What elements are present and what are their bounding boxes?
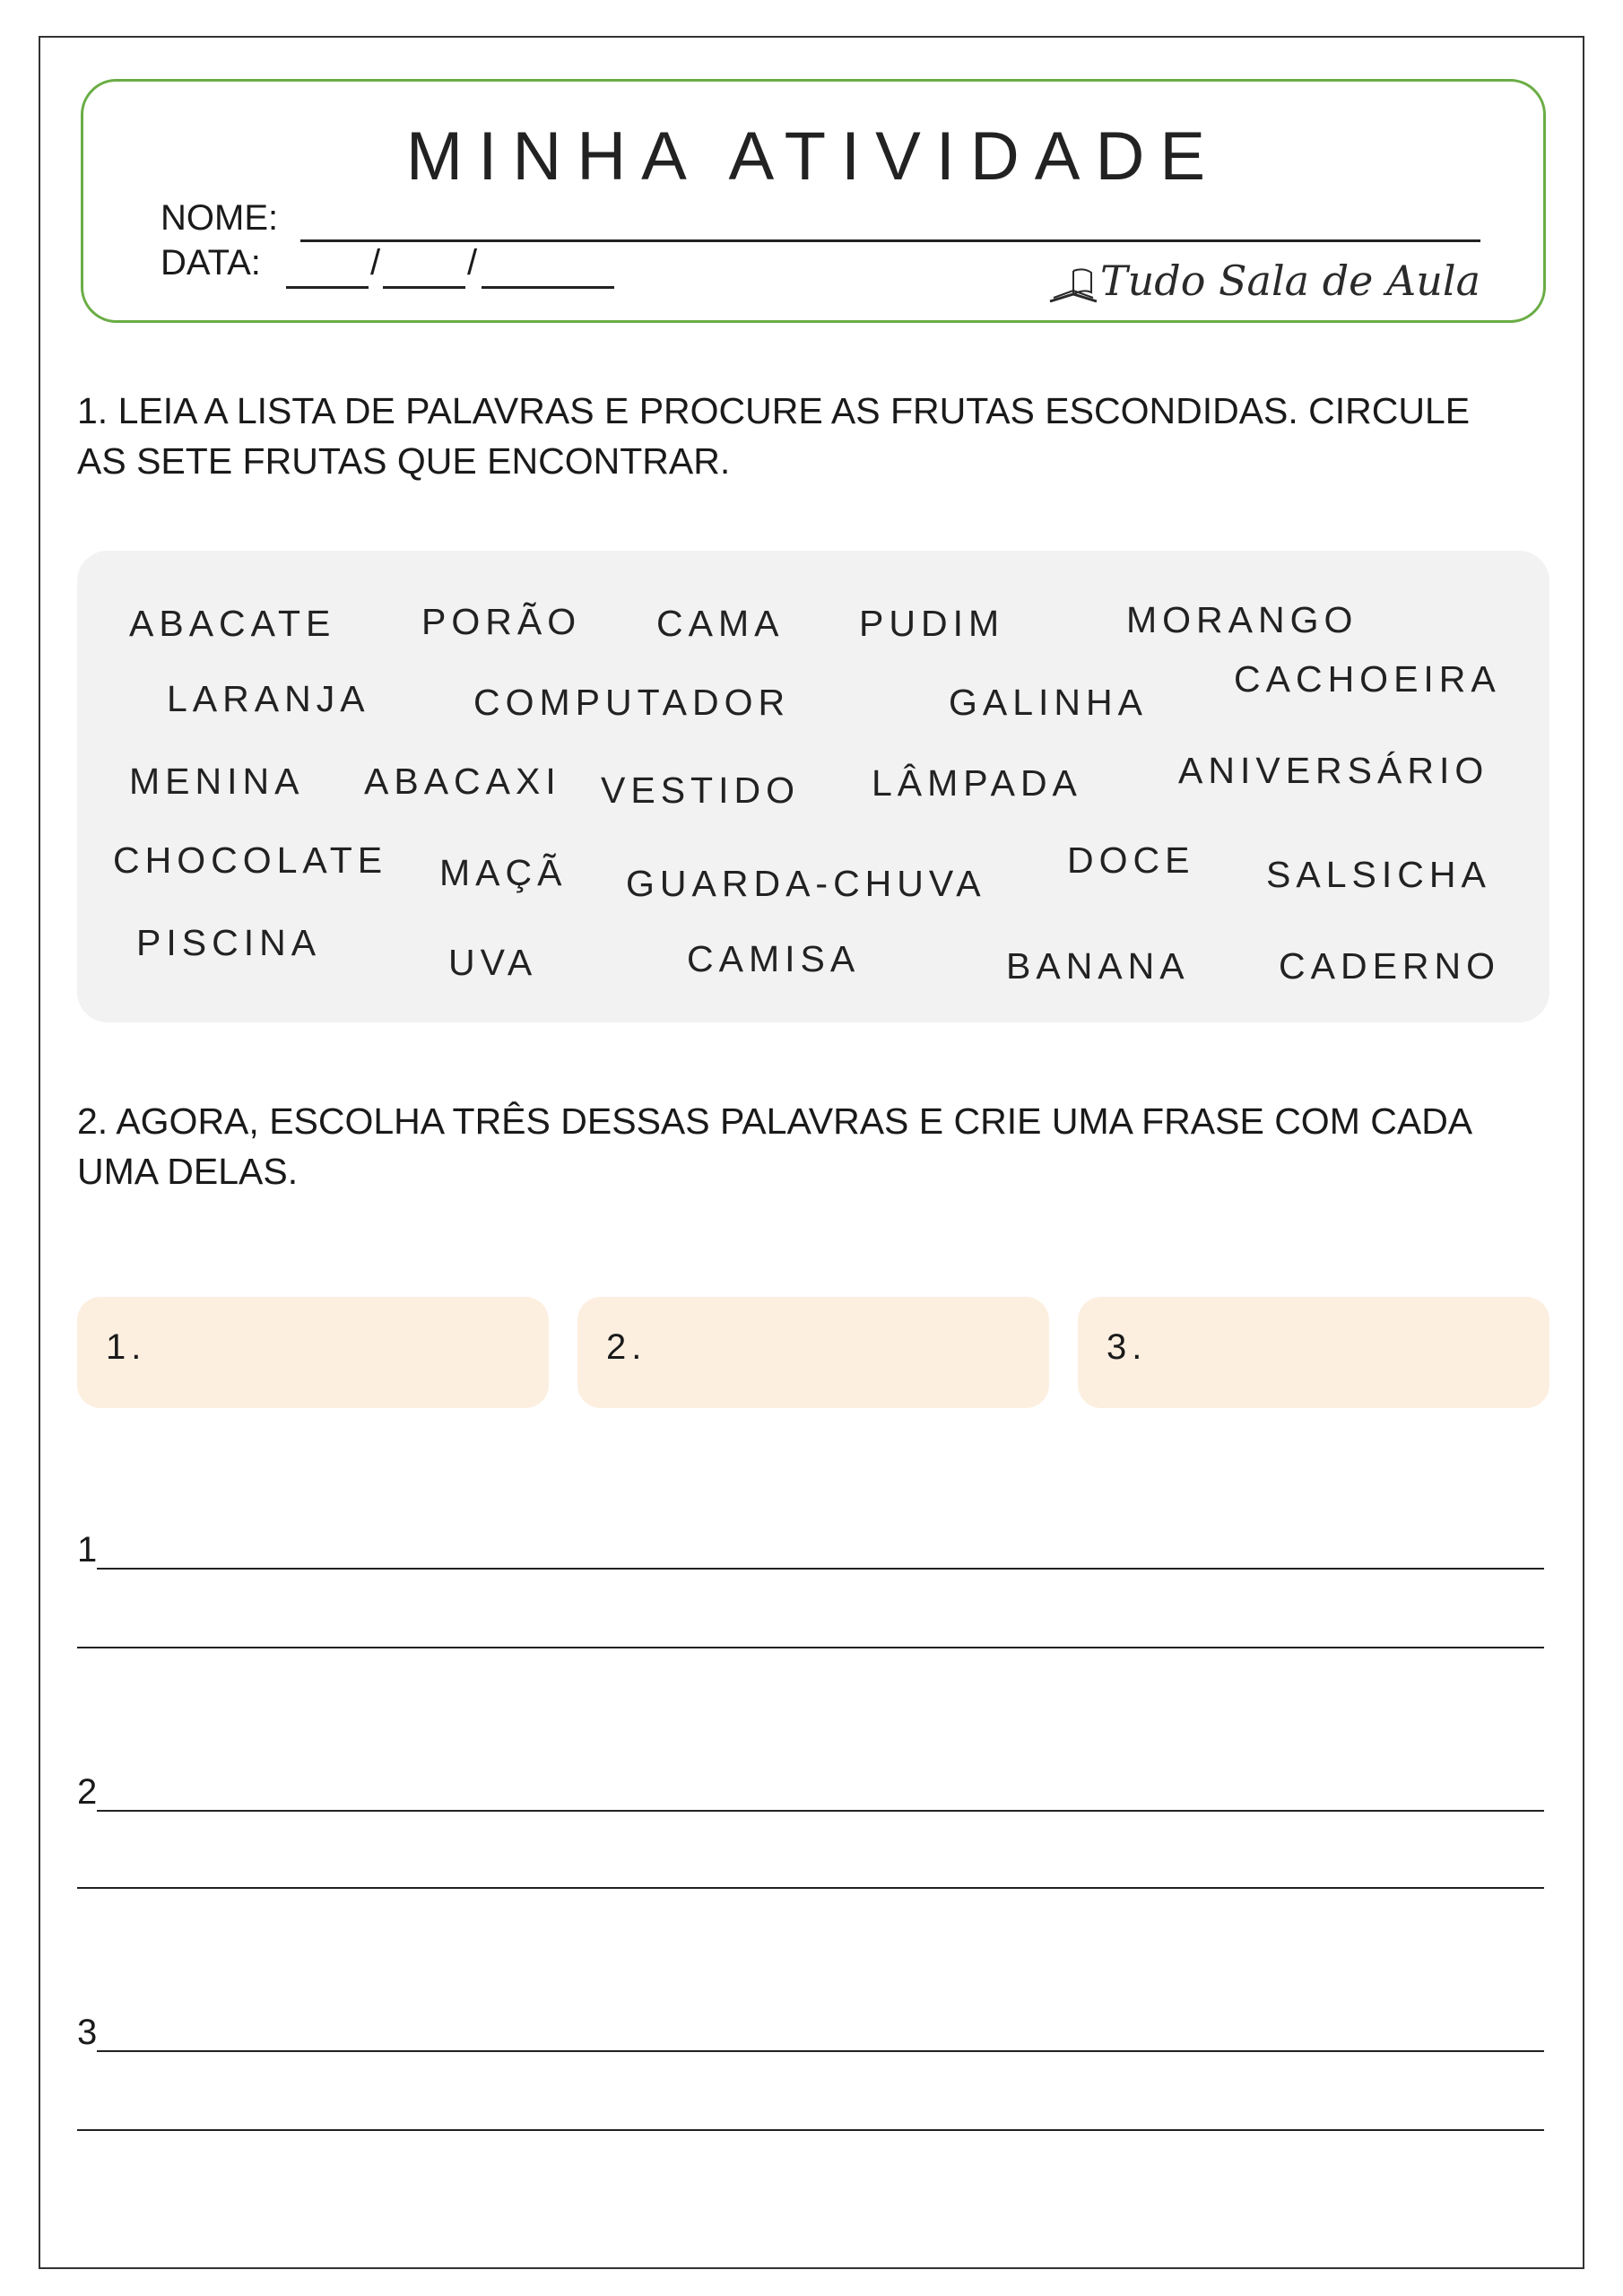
- word-item[interactable]: CAMISA: [687, 938, 861, 979]
- word-item[interactable]: PORÃO: [421, 601, 582, 642]
- question-2-line-1: 2. AGORA, ESCOLHA TRÊS DESSAS PALAVRAS E CRIE UMA FRASE COM CADA: [77, 1100, 1473, 1142]
- word-item[interactable]: COMPUTADOR: [473, 682, 791, 723]
- word-item[interactable]: VESTIDO: [601, 770, 800, 811]
- book-icon: [1046, 265, 1100, 305]
- name-field[interactable]: [300, 239, 1480, 242]
- date-month-field[interactable]: [383, 286, 465, 289]
- word-item[interactable]: DOCE: [1067, 839, 1195, 881]
- choice-box-3[interactable]: [1078, 1297, 1549, 1408]
- date-separator: /: [370, 243, 381, 283]
- date-separator: /: [467, 243, 478, 283]
- logo: [1046, 257, 1480, 305]
- word-item[interactable]: ANIVERSÁRIO: [1178, 750, 1489, 791]
- answer-number-1: 1: [77, 1530, 98, 1570]
- choice-box-1[interactable]: [77, 1297, 549, 1408]
- question-2: [77, 1096, 1551, 1196]
- word-item[interactable]: CACHOEIRA: [1234, 658, 1501, 700]
- word-item[interactable]: GALINHA: [949, 682, 1148, 723]
- word-item[interactable]: MENINA: [129, 761, 305, 802]
- word-list-panel: [77, 551, 1549, 1022]
- question-2-line-2: UMA DELAS.: [77, 1151, 299, 1192]
- choice-label: 1.: [106, 1327, 147, 1367]
- answer-line-1a[interactable]: [97, 1568, 1544, 1570]
- word-item[interactable]: CHOCOLATE: [113, 839, 388, 881]
- word-item[interactable]: GUARDA-CHUVA: [626, 863, 986, 904]
- word-item[interactable]: ABACATE: [129, 603, 336, 644]
- word-item[interactable]: BANANA: [1006, 945, 1190, 987]
- word-item[interactable]: LÂMPADA: [872, 762, 1082, 804]
- date-year-field[interactable]: [482, 286, 614, 289]
- word-item[interactable]: PISCINA: [136, 922, 322, 963]
- logo-text: Tudo Sala de Aula: [1099, 257, 1480, 305]
- word-item[interactable]: CAMA: [656, 603, 785, 644]
- name-label: NOME:: [161, 198, 279, 238]
- answer-line-3a[interactable]: [97, 2050, 1544, 2052]
- header-box: [81, 79, 1546, 323]
- word-item[interactable]: ABACAXI: [364, 761, 561, 802]
- word-item[interactable]: UVA: [448, 942, 538, 983]
- word-item[interactable]: MAÇÃ: [439, 852, 568, 893]
- answer-line-1b[interactable]: [77, 1647, 1544, 1648]
- word-item[interactable]: SALSICHA: [1266, 854, 1491, 895]
- date-label: DATA:: [161, 243, 261, 283]
- answer-line-2a[interactable]: [97, 1810, 1544, 1812]
- answer-line-2b[interactable]: [77, 1887, 1544, 1889]
- page-title: MINHA ATIVIDADE: [405, 118, 1221, 195]
- question-1: [77, 386, 1551, 486]
- word-item[interactable]: LARANJA: [167, 678, 370, 719]
- question-1-line-1: 1. LEIA A LISTA DE PALAVRAS E PROCURE AS FRUTAS ESCONDIDAS. CIRCULE: [77, 390, 1471, 431]
- question-1-line-2: AS SETE FRUTAS QUE ENCONTRAR.: [77, 440, 731, 482]
- choice-label: 2.: [606, 1327, 647, 1367]
- answer-line-3b[interactable]: [77, 2129, 1544, 2131]
- choice-label: 3.: [1107, 1327, 1148, 1367]
- answer-number-2: 2: [77, 1772, 98, 1812]
- answer-number-3: 3: [77, 2013, 98, 2052]
- word-item[interactable]: CADERNO: [1279, 945, 1501, 987]
- date-day-field[interactable]: [286, 286, 369, 289]
- word-item[interactable]: PUDIM: [859, 603, 1005, 644]
- word-item[interactable]: MORANGO: [1126, 599, 1358, 640]
- choice-box-2[interactable]: [577, 1297, 1049, 1408]
